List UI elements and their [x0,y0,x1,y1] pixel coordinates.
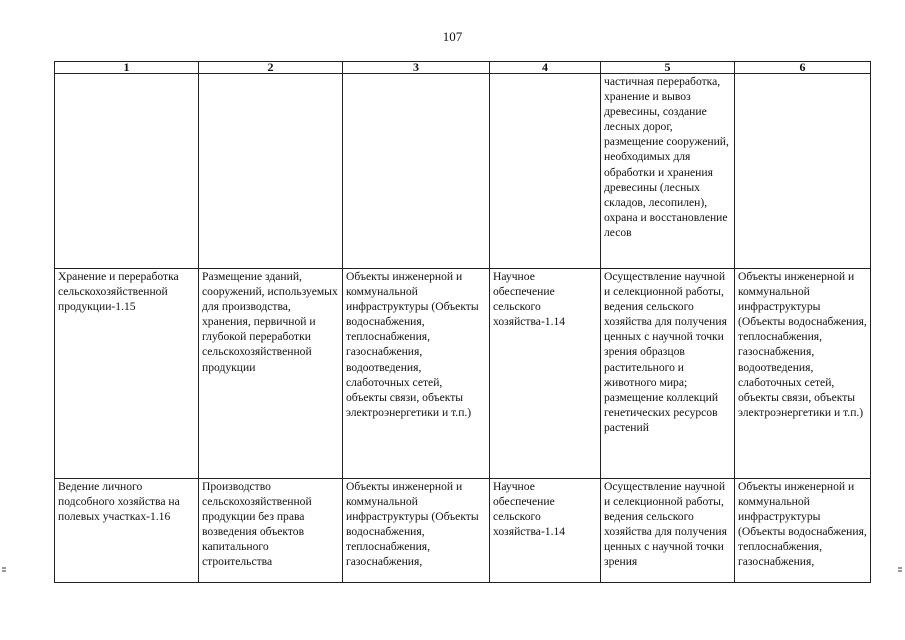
right-edge-mark [898,565,902,578]
table-cell: Объекты инженерной и коммунальной инфраструктуры (Объекты водоснабжения, теплоснабжения, газоснабжения, водоотведения, слаботочных сетей, объекты связи, объекты электроэнергетики и т.п.) [343,269,490,479]
column-number-5: 5 [601,62,735,74]
left-edge-mark [2,565,6,578]
column-number-6: 6 [735,62,871,74]
table-row [55,479,871,584]
table-cell: Производство сельскохозяйственной продукции без права возведения объектов капитального строительства [199,479,343,584]
table-cell [199,74,343,269]
column-number-2: 2 [199,62,343,74]
land-use-table [54,61,871,583]
column-number-3: 3 [343,62,490,74]
table-cell: Научное обеспечение сельского хозяйства-1.14 [490,269,601,479]
table-cell [735,74,871,269]
table-cell: Ведение личного подсобного хозяйства на полевых участках-1.16 [55,479,199,584]
land-use-table-frame [54,61,871,583]
table-cell: Научное обеспечение сельского хозяйства-1.14 [490,479,601,584]
column-number-1: 1 [55,62,199,74]
table-cell [55,74,199,269]
table-row [55,269,871,479]
table-cell [490,74,601,269]
table-row [55,74,871,269]
column-number-4: 4 [490,62,601,74]
table-cell: Объекты инженерной и коммунальной инфраструктуры (Объекты водоснабжения, теплоснабжения, газоснабжения, [735,479,871,584]
table-cell [343,74,490,269]
header-row [55,62,871,74]
table-cell: частичная переработка, хранение и вывоз древесины, создание лесных дорог, размещение сооружений, необходимых для обработки и хранения древесины (лесных складов, лесопилен), охрана и восстановление лесов [601,74,735,269]
page-number: 107 [442,29,463,44]
table-cell: Осуществление научной и селекционной работы, ведения сельского хозяйства для получения ценных с научной точки зрения [601,479,735,584]
table-cell: Объекты инженерной и коммунальной инфраструктуры (Объекты водоснабжения, теплоснабжения, газоснабжения, водоотведения, слаботочных сетей, объекты связи, объекты электроэнергетики и т.п.) [735,269,871,479]
table-cell: Объекты инженерной и коммунальной инфраструктуры (Объекты водоснабжения, теплоснабжения, газоснабжения, [343,479,490,584]
table-cell: Размещение зданий, сооружений, используемых для производства, хранения, первичной и глубокой переработки сельскохозяйственной продукции [199,269,343,479]
table-cell: Хранение и переработка сельскохозяйственной продукции-1.15 [55,269,199,479]
table-cell: Осуществление научной и селекционной работы, ведения сельского хозяйства для получения ценных с научной точки зрения образцов растительного и животного мира; размещение коллекций генетических ресурсов растений [601,269,735,479]
